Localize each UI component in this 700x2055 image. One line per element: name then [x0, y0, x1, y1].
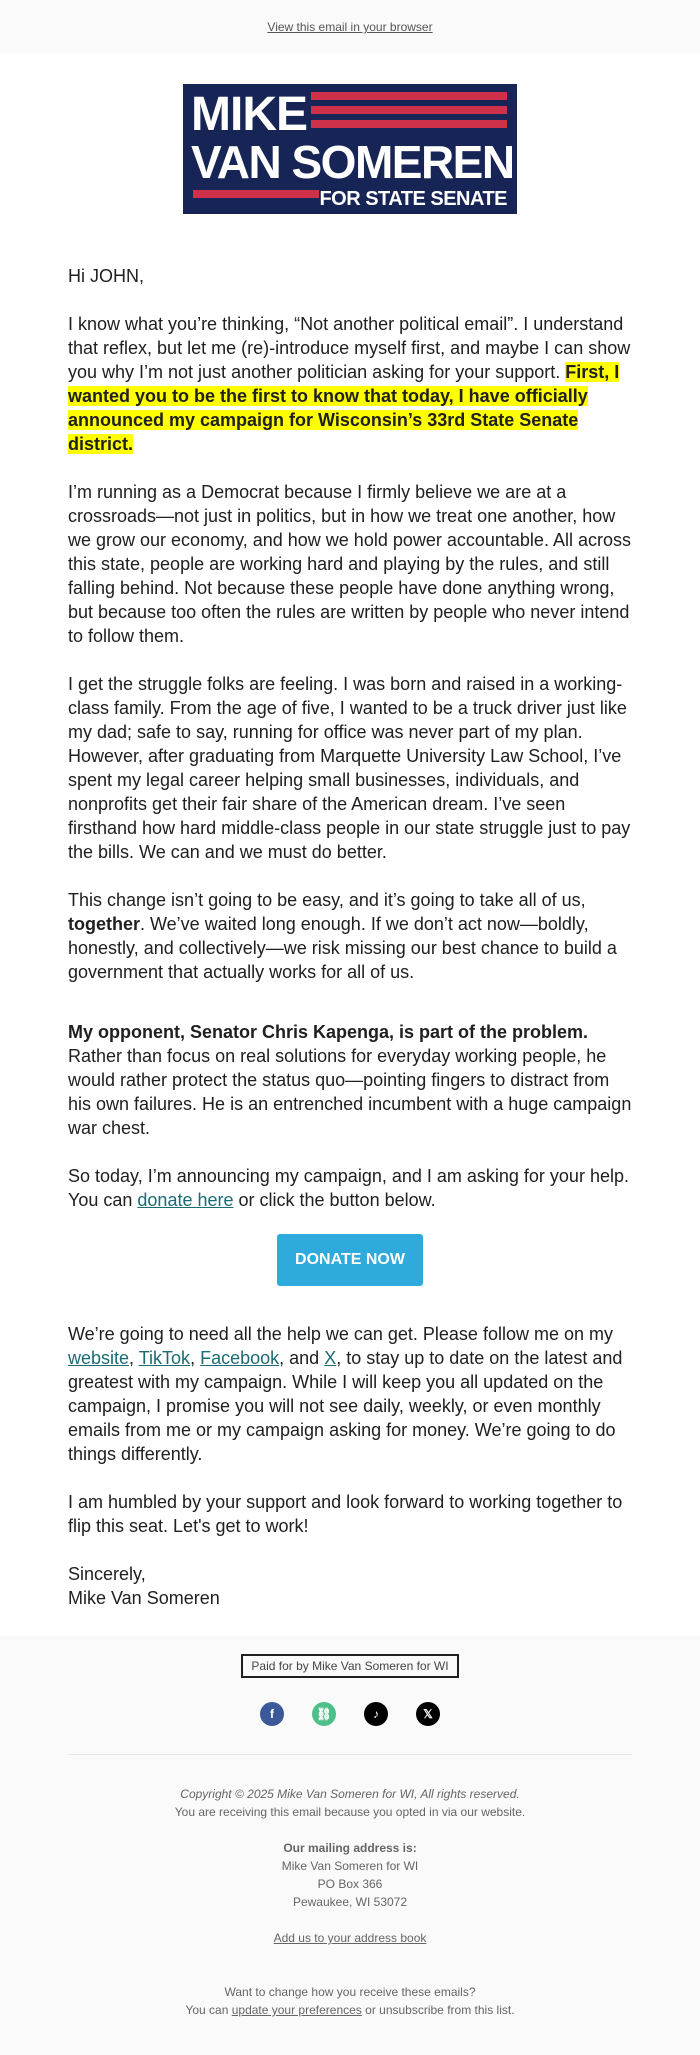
change-question: Want to change how you receive these emails? [224, 1985, 476, 1999]
logo-line-1: MIKE [191, 88, 307, 141]
follow-sep-2: , [190, 1348, 201, 1368]
follow-sep-3: , and [279, 1348, 325, 1368]
logo-stripe-1 [311, 92, 507, 100]
opted-in-notice: You are receiving this email because you opted in via our website. [174, 1805, 526, 1819]
signoff: Sincerely, [68, 1564, 146, 1584]
facebook-icon[interactable]: f [260, 1702, 284, 1726]
paid-for-disclaimer: Paid for by Mike Van Someren for WI [241, 1654, 458, 1678]
together-text-after: . We’ve waited long enough. If we don’t act now—boldly, honestly, and collectively—we risk missing our best chance to build a government that actually works for all of us. [68, 914, 617, 982]
together-bold: together [68, 914, 140, 934]
donate-text-after: or click the button below. [233, 1190, 436, 1210]
donate-text-before: So today, I’m announcing my campaign, and I am asking for your help. You can [68, 1166, 629, 1210]
tiktok-link[interactable]: TikTok [138, 1348, 191, 1368]
donate-here-link[interactable]: donate here [137, 1190, 234, 1210]
logo-wrap [68, 84, 632, 214]
logo-line-3: FOR STATE SENATE [319, 188, 507, 210]
paragraph-follow [68, 1322, 632, 1466]
logo-stripe-4 [193, 190, 319, 198]
follow-text-after: , to stay up to date on the latest and greatest with my campaign. While I will keep you all updated on the campaign, I promise you will not see daily, weekly, or even monthly emails from me or my campaign asking for money. We’re going to do things differently. [68, 1348, 623, 1464]
website-link[interactable]: website [68, 1348, 130, 1368]
tiktok-icon[interactable]: ♪ [364, 1702, 388, 1726]
campaign-logo [183, 84, 517, 214]
intro-text: I know what you’re thinking, “Not another political email”. I understand that reflex, but let me (re)-introduce myself first, and maybe I can show you why I’m not just another politician asking for your support. [68, 314, 631, 382]
paragraph-opponent [68, 1020, 632, 1140]
paragraph-humbled: I am humbled by your support and look forward to working together to flip this seat. Let's get to work! [68, 1492, 623, 1536]
announcement-highlight: First, I wanted you to be the first to know that today, I have officially announced my campaign for Wisconsin’s 33rd State Senate district. [68, 362, 620, 454]
donate-button-wrap [68, 1234, 632, 1286]
paragraph-background: I get the struggle folks are feeling. I was born and raised in a working-class family. From the age of five, I wanted to be a truck driver just like my dad; safe to say, running for office was never part of my plan. However, after graduating from Marquette University Law School, I’ve spent my legal career helping small businesses, individuals, and nonprofits get their fair share of the American dream. I’ve seen firsthand how hard middle-class people in our state struggle just to pay the bills. We can and we must do better. [68, 674, 631, 862]
paragraph-together [68, 888, 632, 984]
together-text-before: This change isn’t going to be easy, and it’s going to take all of us, [68, 890, 586, 910]
donate-now-button[interactable]: DONATE NOW [277, 1234, 423, 1286]
copyright: Copyright © 2025 Mike Van Someren for WI, All rights reserved. [180, 1787, 520, 1801]
address-name: Mike Van Someren for WI [281, 1859, 419, 1873]
preferences-row [68, 2001, 632, 2019]
facebook-link[interactable]: Facebook [200, 1348, 280, 1368]
footer [0, 1636, 700, 2019]
x-link[interactable]: X [324, 1348, 337, 1368]
top-bar [0, 0, 700, 54]
address-line-2: Pewaukee, WI 53072 [292, 1895, 408, 1909]
logo-line-2: VAN SOMEREN [191, 136, 514, 188]
paragraph-crossroads: I’m running as a Democrat because I firmly believe we are at a crossroads—not just in politics, but in how we treat one another, how we grow our economy, and how we hold power accountable. All across this state, people are working hard and playing by the rules, and still falling behind. Not because these people have done anything wrong, but because too often the rules are written by people who never intend to follow them. [68, 482, 631, 646]
follow-sep-1: , [129, 1348, 139, 1368]
mailing-address-label: Our mailing address is: [283, 1841, 417, 1855]
add-to-address-book-link[interactable]: Add us to your address book [273, 1931, 427, 1945]
letter [68, 264, 632, 1610]
paragraph-intro [68, 312, 632, 456]
x-icon[interactable]: 𝕏 [416, 1702, 440, 1726]
opponent-bold: My opponent, Senator Chris Kapenga, is part of the problem. [68, 1022, 589, 1042]
change-after: or unsubscribe from this list. [361, 2003, 515, 2017]
signoff-block [68, 1562, 632, 1610]
email-body [0, 54, 700, 1636]
logo-stripe-2 [311, 106, 507, 114]
social-links [68, 1702, 632, 1728]
follow-text-before: We’re going to need all the help we can get. Please follow me on my [68, 1324, 613, 1344]
link-icon[interactable]: ⛓ [312, 1702, 336, 1726]
paragraph-donate [68, 1164, 632, 1212]
address-line-1: PO Box 366 [317, 1877, 383, 1891]
change-before: You can [185, 2003, 232, 2017]
address-book-row [68, 1929, 632, 1947]
update-preferences-link[interactable]: update your preferences [231, 2003, 362, 2017]
signature: Mike Van Someren [68, 1588, 220, 1608]
view-in-browser-link[interactable]: View this email in your browser [267, 20, 433, 34]
greeting: Hi JOHN, [68, 266, 144, 286]
opponent-text: Rather than focus on real solutions for everyday working people, he would rather protect the status quo—pointing fingers to distract from his own failures. He is an entrenched incumbent with a huge campaign war chest. [68, 1046, 632, 1138]
footer-divider [68, 1754, 632, 1755]
logo-stripe-3 [311, 120, 507, 128]
